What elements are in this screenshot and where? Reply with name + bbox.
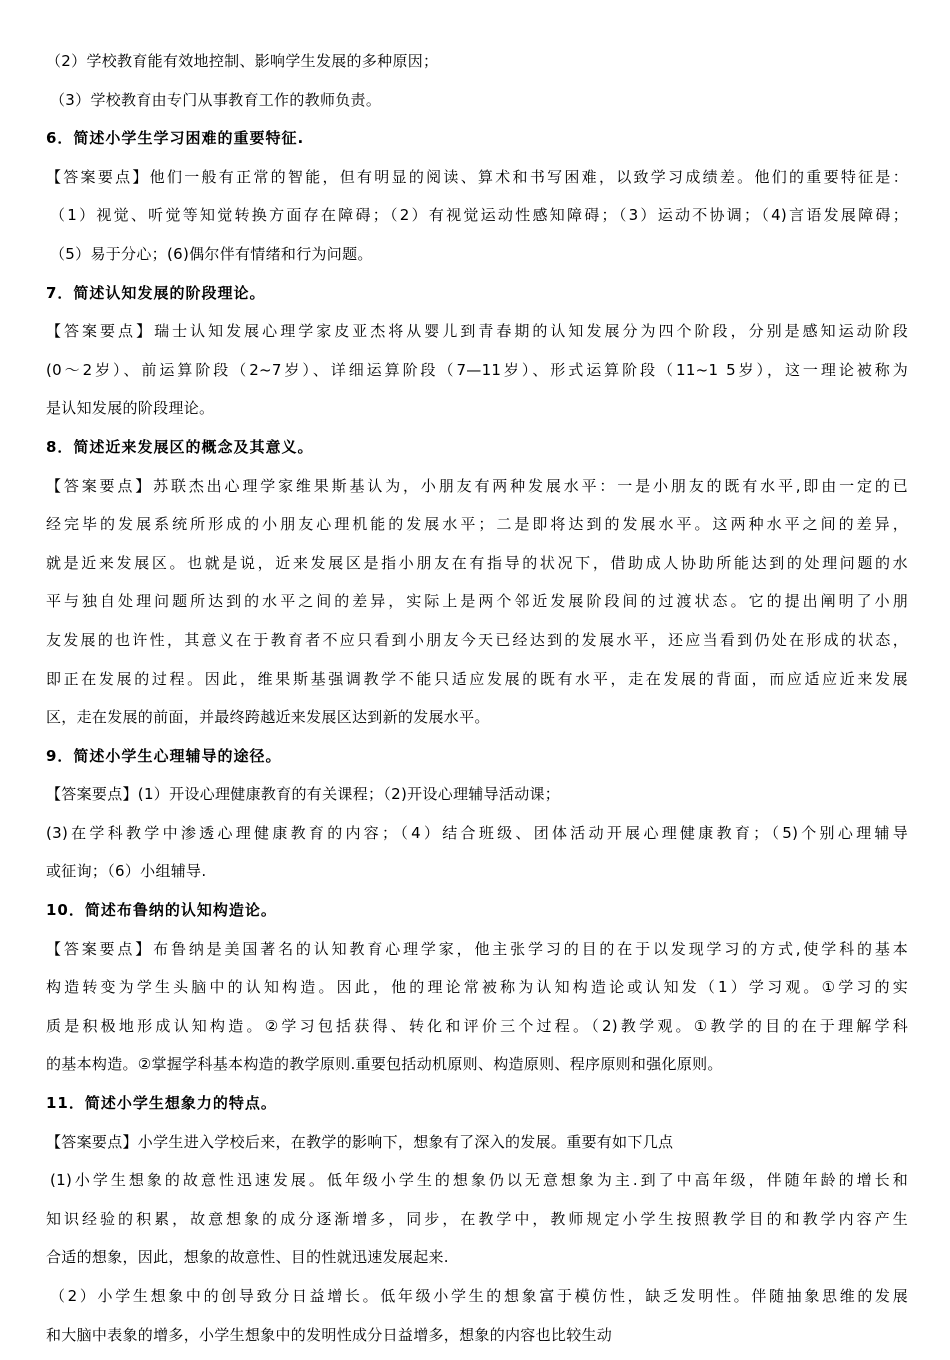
text-line: 或征询；（6）小组辅导. [46,862,207,881]
text-line: 友发展的也许性，其意义在于教育者不应只看到小朋友今天已经达到的发展水平，还应当看到仍处在形成的状态， [46,630,908,649]
text-line: （3）学校教育由专门从事教育工作的教师负责。 [50,90,382,109]
text-line: 平与独自处理问题所达到的水平之间的差异，实际上是两个邻近发展阶段间的过渡状态。它的提出阐明了小朋 [46,592,908,611]
text-line: 【答案要点】瑞士认知发展心理学家皮亚杰将从婴儿到青春期的认知发展分为四个阶段，分别是感知运动阶段 [46,322,908,341]
document-page [46,48,908,1360]
text-line: 即正在发展的过程。因此，维果斯基强调教学不能只适应发展的既有水平，走在发展的背面，而应适应近来发展 [46,669,908,688]
question-heading: 6．简述小学生学习困难的重要特征. [46,129,305,148]
question-heading: 9．简述小学生心理辅导的途径。 [46,746,282,765]
text-line: 就是近来发展区。也就是说，近来发展区是指小朋友在有指导的状况下，借助成人协助所能达到的处理问题的水 [46,553,908,572]
question-heading: 11．简述小学生想象力的特点。 [46,1094,277,1113]
text-line: （2）小学生想象中的创导致分日益增长。低年级小学生的想象富于模仿性，缺乏发明性。伴随抽象思维的发展 [50,1287,908,1305]
text-line: 【答案要点】小学生进入学校后来，在教学的影响下，想象有了深入的发展。重要有如下几点 [46,1132,674,1151]
text-line: 区，走在发展的前面，并最终跨越近来发展区达到新的发展水平。 [46,708,490,727]
text-line: 【答案要点】(1）开设心理健康教育的有关课程；（2)开设心理辅导活动课； [46,785,561,804]
text-line: 【答案要点】布鲁纳是美国著名的认知教育心理学家，他主张学习的目的在于以发现学习的方式,使学科的基本 [46,939,908,958]
text-line: （1）视觉、听觉等知觉转换方面存在障碍；（2）有视觉运动性感知障碍；（3）运动不协调；（4)言语发展障碍； [50,206,908,225]
text-line: 经完毕的发展系统所形成的小朋友心理机能的发展水平；二是即将达到的发展水平。这两种水平之间的差异， [46,515,908,534]
text-line: （5）易于分心；(6)偶尔伴有情绪和行为问题。 [50,244,373,263]
text-line: 【答案要点】他们一般有正常的智能，但有明显的阅读、算术和书写困难，以致学习成绩差。他们的重要特征是： [46,167,908,186]
text-line: 合适的想象，因此，想象的故意性、目的性就迅速发展起来. [46,1248,449,1267]
text-line: 知识经验的积累，故意想象的成分逐渐增多，同步，在教学中，教师规定小学生按照教学目的和教学内容产生 [46,1209,908,1228]
text-line: 构造转变为学生头脑中的认知构造。因此，他的理论常被称为认知构造论或认知发（1）学习观。①学习的实 [46,978,908,997]
text-line: 质是积极地形成认知构造。②学习包括获得、转化和评价三个过程。（2)教学观。①教学的目的在于理解学科 [46,1016,908,1035]
text-line: (0～2岁）、前运算阶段（2~7岁）、详细运算阶段（7—11岁）、形式运算阶段（11~1 5岁），这一理论被称为 [46,360,908,379]
text-line: 是认知发展的阶段理论。 [46,399,215,418]
text-line: (1)小学生想象的故意性迅速发展。低年级小学生的想象仍以无意想象为主.到了中高年级，伴随年龄的增长和 [50,1171,908,1190]
text-line: 【答案要点】苏联杰出心理学家维果斯基认为，小朋友有两种发展水平：一是小朋友的既有水平,即由一定的已 [46,476,908,495]
question-heading: 10．简述布鲁纳的认知构造论。 [46,901,277,920]
text-line: 的基本构造。②掌握学科基本构造的教学原则.重要包括动机原则、构造原则、程序原则和强化原则。 [46,1055,723,1074]
text-line: 和大脑中表象的增多，小学生想象中的发明性成分日益增多，想象的内容也比较生动 [46,1325,613,1344]
question-heading: 7．简述认知发展的阶段理论。 [46,283,266,302]
text-line: (3)在学科教学中渗透心理健康教育的内容；（4）结合班级、团体活动开展心理健康教育；（5)个别心理辅导 [46,823,908,842]
text-line: （2）学校教育能有效地控制、影响学生发展的多种原因； [46,52,439,70]
question-heading: 8．简述近来发展区的概念及其意义。 [46,437,314,456]
